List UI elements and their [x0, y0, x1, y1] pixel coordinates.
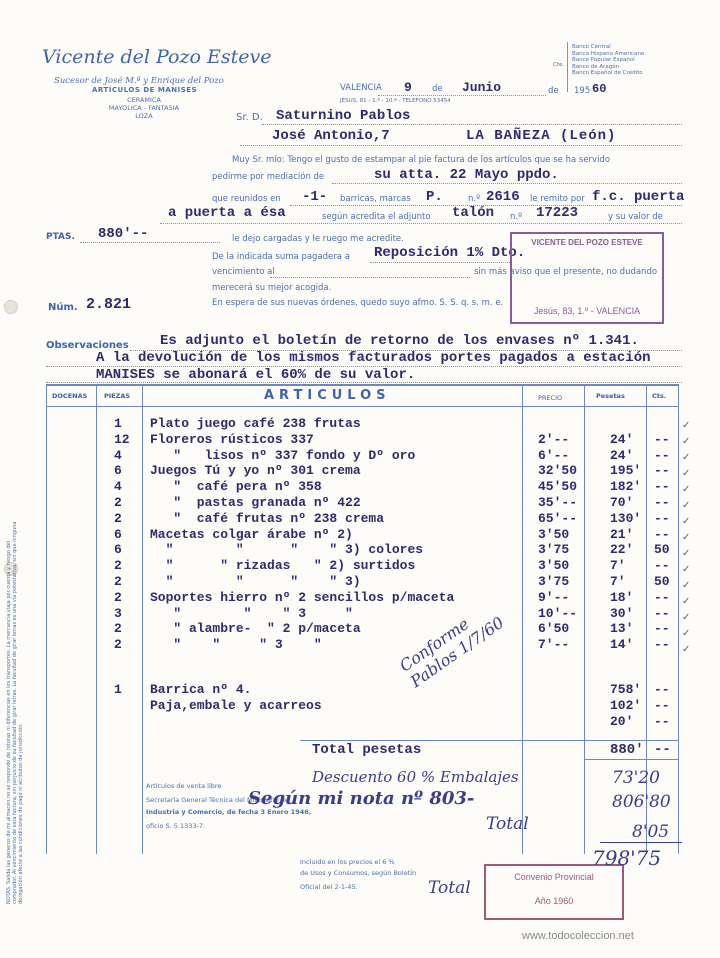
- bank: Banco Popular Español: [572, 57, 635, 63]
- row-articulo: Floreros rústicos 337: [150, 431, 314, 447]
- hand-sub2: 8'05: [632, 822, 670, 842]
- row-piezas: 2: [114, 589, 122, 605]
- bank: Banco Central: [572, 44, 611, 50]
- header-docenas: DOCENAS: [52, 392, 88, 400]
- row-piezas: 4: [114, 447, 122, 463]
- talon-n-value: 17223: [536, 205, 579, 221]
- address-line: JESUS, 81 - 1.º - 10.ª - TELEFONO 53454: [340, 98, 451, 104]
- date-day: 9: [404, 80, 412, 95]
- banks-list: [572, 44, 644, 77]
- recipient-prefix: Sr. D.: [236, 112, 263, 123]
- valor-label: y su valor de: [608, 212, 663, 222]
- row-precio: 2'--: [538, 431, 570, 447]
- row-piezas: 2: [114, 574, 122, 589]
- stamp-company: VICENTE DEL POZO ESTEVE: [531, 238, 643, 247]
- row-piezas: 2: [114, 637, 122, 653]
- incluido-line: Oficial del 2-1-45.: [300, 883, 358, 891]
- espera-text: En espera de sus nuevas órdenes, quedo suyo afmo. S. S. q. s. m. e.: [212, 298, 504, 308]
- row-pesetas: 14': [610, 637, 634, 653]
- reunidos-value: -1-: [302, 189, 328, 205]
- row-piezas: 1: [114, 682, 122, 697]
- row-pesetas: 20': [610, 713, 634, 729]
- date-de1: de: [432, 84, 443, 94]
- row-cts: 50: [654, 542, 670, 558]
- merecera-text: merecerá su mejor acogida.: [212, 283, 332, 293]
- row-pesetas: 130': [610, 510, 642, 526]
- vencimiento-label: vencimiento al: [212, 267, 275, 277]
- table-row: [0, 621, 720, 637]
- convenio-line1: Convenio Provincial: [514, 872, 594, 882]
- convenio-stamp: [484, 864, 624, 920]
- punch-hole: [4, 300, 18, 314]
- table-row: [0, 432, 720, 448]
- venta-line: Artículos de venta libre: [146, 782, 222, 790]
- row-cts: --: [654, 463, 670, 479]
- row-cts: 50: [654, 574, 670, 589]
- num-value: 2.821: [86, 296, 132, 313]
- row-cts: --: [654, 697, 670, 713]
- row-precio: 9'--: [538, 589, 570, 605]
- row-piezas: 3: [114, 605, 122, 621]
- hand-descuento-value: 73'20: [612, 768, 660, 788]
- table-row: [0, 574, 720, 590]
- hand-total1: Total: [486, 814, 529, 834]
- row-pesetas: 30': [610, 605, 634, 621]
- hand-signature: Conforme Pablos 1/7/60: [396, 612, 508, 692]
- row-piezas: 1: [114, 416, 122, 431]
- row-precio: 32'50: [538, 463, 578, 479]
- row-articulo: Paja,embale y acarreos: [150, 697, 322, 713]
- bank: Banco Español de Crédito: [572, 70, 643, 76]
- row-articulo: " " " 3 ": [150, 637, 322, 653]
- row-pesetas: 70': [610, 495, 634, 510]
- row-cts: --: [654, 479, 670, 495]
- intro-text: Muy Sr. mío: Tengo el gusto de estampar al pie factura de los artículos que se ha servido: [232, 155, 611, 165]
- table-row: [0, 463, 720, 479]
- header-piezas: PIEZAS: [104, 392, 131, 400]
- row-pesetas: 21': [610, 526, 634, 542]
- row-pesetas: 24': [610, 431, 634, 447]
- stamp-address: Jesús, 83, 1.º - VALENCIA: [533, 306, 641, 316]
- n-label: n.º: [468, 194, 481, 204]
- row-articulo: " café pera nº 358: [150, 479, 322, 495]
- trade-line: ARTICULOS DE MANISES: [92, 86, 198, 94]
- row-cts: --: [654, 682, 670, 697]
- row-articulo: Plato juego café 238 frutas: [150, 416, 361, 431]
- row-precio: 10'--: [538, 605, 578, 621]
- pedido-value: su atta. 22 Mayo ppdo.: [374, 167, 559, 183]
- recipient-street: José Antonio,7: [272, 128, 390, 144]
- company-name: Vicente del Pozo Esteve: [42, 46, 272, 68]
- row-pesetas: 195': [610, 463, 642, 479]
- row-articulo: Macetas colgar árabe nº 2): [150, 526, 353, 542]
- row-piezas: 2: [114, 495, 122, 510]
- puerta-value: a puerta a ésa: [168, 205, 286, 221]
- hand-final-label: Total: [428, 878, 471, 898]
- remito-value: f.c. puerta: [592, 189, 685, 205]
- recipient-city: LA BAÑEZA (León): [466, 128, 617, 144]
- venta-line: Secretaría General Técnica del Ministerio de: [146, 796, 289, 804]
- row-pesetas: 18': [610, 589, 634, 605]
- row-articulo: Juegos Tú y yo nº 301 crema: [150, 463, 361, 479]
- aviso-label: sin más aviso que el presente, no dudando: [474, 267, 658, 277]
- row-piezas: 2: [114, 621, 122, 637]
- row-pesetas: 758': [610, 682, 642, 697]
- table-row: [0, 558, 720, 574]
- row-cts: --: [654, 713, 670, 729]
- row-precio: 65'--: [538, 510, 578, 526]
- row-pesetas: 13': [610, 621, 634, 637]
- row-cts: --: [654, 510, 670, 526]
- date-city: VALENCIA: [340, 83, 382, 93]
- table-row: [0, 416, 720, 432]
- company-stamp: [510, 232, 664, 324]
- hand-segun: Según mi nota nº 803-: [248, 788, 475, 809]
- watermark: www.todocoleccion.net: [522, 930, 634, 942]
- table-row: [0, 606, 720, 622]
- row-piezas: 2: [114, 510, 122, 526]
- hand-final-value: 798'75: [592, 846, 662, 870]
- table-row: [0, 682, 720, 698]
- row-pesetas: 22': [610, 542, 634, 558]
- row-cts: --: [654, 526, 670, 542]
- row-articulo: Barrica nº 4.: [150, 682, 252, 697]
- row-precio: 35'--: [538, 495, 578, 510]
- successor-line: Sucesor de José M.ª y Enrique del Pozo: [54, 76, 224, 86]
- incluido-note: [300, 858, 416, 891]
- observaciones-line1: Es adjunto el boletín de retorno de los envases nº 1.341.: [160, 333, 639, 349]
- total-cts: --: [654, 742, 671, 758]
- row-piezas: 6: [114, 526, 122, 542]
- table-row: [0, 527, 720, 543]
- row-pesetas: 24': [610, 447, 634, 463]
- table-row: [0, 590, 720, 606]
- row-articulo: " " rizadas " 2) surtidos: [150, 558, 416, 574]
- row-articulo: " " " " 3): [150, 574, 361, 589]
- date-year-prefix: 195: [574, 86, 591, 96]
- venta-line: oficio S. 5.1333-7.: [146, 822, 206, 830]
- observaciones-label: Observaciones: [46, 340, 129, 351]
- row-piezas: 12: [114, 431, 130, 447]
- row-precio: 3'75: [538, 574, 570, 589]
- row-pesetas: 182': [610, 479, 642, 495]
- reunidos-label: que reunidos en: [212, 194, 281, 204]
- row-piezas: 6: [114, 542, 122, 558]
- row-precio: 3'50: [538, 558, 570, 574]
- row-precio: 7'--: [538, 637, 570, 653]
- row-precio: 3'50: [538, 526, 570, 542]
- row-cts: --: [654, 447, 670, 463]
- incluido-line: de Usos y Consumos, según Boletín: [300, 869, 417, 877]
- row-articulo: " pastas granada nº 422: [150, 495, 361, 510]
- num-label: Núm.: [48, 302, 78, 313]
- row-articulo: " " " " 3) colores: [150, 542, 424, 558]
- barricas-label: barricas, marcas: [340, 194, 411, 204]
- date-de2: de: [548, 86, 559, 96]
- indicada-value: Reposición 1% Dto.: [374, 245, 526, 261]
- row-pesetas: 7': [610, 558, 626, 574]
- row-cts: --: [654, 558, 670, 574]
- acredita-label: según acredita el adjunto: [322, 212, 431, 222]
- acredita-value: talón: [452, 205, 495, 221]
- row-cts: --: [654, 637, 670, 653]
- header-pesetas: Pesetas: [596, 392, 625, 400]
- table-row: [0, 714, 720, 730]
- row-articulo: " lisos nº 337 fondo y Dº oro: [150, 447, 416, 463]
- incluido-line: Incluido en los precios el 6 %: [300, 858, 395, 866]
- venta-line: Industria y Comercio, de fecha 3 Enero 1946,: [146, 808, 312, 816]
- row-precio: 45'50: [538, 479, 578, 495]
- row-pesetas: 7': [610, 574, 626, 589]
- hand-descuento: Descuento 60 % Embalajes: [312, 768, 519, 786]
- total-label: Total pesetas: [312, 742, 422, 758]
- header-precio: PRECIO: [538, 394, 563, 402]
- row-cts: --: [654, 589, 670, 605]
- indicada-label: De la indicada suma pagadera a: [212, 252, 350, 262]
- row-articulo: Soportes hierro nº 2 sencillos p/maceta: [150, 589, 455, 605]
- cargadas-text: le dejo cargadas y le ruego me acredite.: [232, 234, 404, 244]
- remito-label: le remito por: [530, 194, 585, 204]
- table-row: [0, 511, 720, 527]
- product-line: LOZA: [135, 112, 153, 120]
- row-cts: --: [654, 621, 670, 637]
- row-cts: --: [654, 431, 670, 447]
- table-row: [0, 637, 720, 653]
- table-row: [0, 698, 720, 714]
- ptas-value: 880'--: [98, 226, 149, 242]
- table-row: [0, 495, 720, 511]
- header-articulos: ARTICULOS: [264, 388, 391, 403]
- banks-prefix: Cte.: [553, 62, 565, 68]
- date-month: Junio: [462, 80, 502, 95]
- row-precio: 3'75: [538, 542, 570, 558]
- observaciones-line3: MANISES se abonará el 60% de su valor.: [96, 367, 416, 383]
- recipient-name: Saturnino Pablos: [276, 108, 411, 124]
- row-articulo: " café frutas nº 238 crema: [150, 510, 385, 526]
- table-row: [0, 448, 720, 464]
- total-value: 880': [610, 742, 644, 758]
- row-precio: 6'--: [538, 447, 570, 463]
- product-line: MAYOLICA - FANTASIA: [108, 104, 180, 112]
- row-articulo: " alambre- " 2 p/maceta: [150, 621, 361, 637]
- row-articulo: " " " 3 ": [150, 605, 353, 621]
- row-precio: 6'50: [538, 621, 570, 637]
- bank: Banco Hispano Americano: [572, 50, 645, 57]
- bank: Banco de Aragón: [572, 63, 620, 70]
- row-piezas: 4: [114, 479, 122, 495]
- tick-marks: ✓ ✓ ✓ ✓ ✓ ✓ ✓ ✓ ✓ ✓ ✓ ✓ ✓ ✓ ✓: [682, 420, 691, 655]
- table-row: [0, 542, 720, 558]
- row-cts: --: [654, 495, 670, 510]
- side-notes: NOTAS. Salida las géneros de mi almacén no se responde de roturas ni diferencias en los transportes. La mercancía viaja por cuenta y riesgo del comprador. Al vencimiento de esta factura, sin perjuicio de su facultad de girar letras. La facultad de girar letras es una vía potestativa, sin que ninguna derogación afecte a las condiciones de pago ni atributos de jurisdicción.: [6, 521, 24, 904]
- row-pesetas: 102': [610, 697, 642, 713]
- product-lines: [108, 96, 180, 120]
- header-cts: Cts.: [652, 392, 667, 400]
- table-row: [0, 479, 720, 495]
- marcas-value: P.: [426, 189, 443, 205]
- hand-sub1: 806'80: [612, 792, 671, 812]
- ptas-label: PTAS.: [46, 232, 75, 242]
- product-line: CERAMICA: [127, 96, 161, 104]
- talon-n-label: n.º: [510, 212, 523, 222]
- observaciones-line2: A la devolución de los mismos facturados portes pagados a estación: [96, 350, 651, 366]
- pedido-label: pedirme por mediación de: [212, 172, 325, 182]
- date-year-digit: 60: [592, 82, 607, 96]
- row-piezas: 2: [114, 558, 122, 574]
- convenio-line2: Año 1960: [534, 896, 574, 906]
- row-cts: --: [654, 605, 670, 621]
- n-value: 2616: [486, 189, 520, 205]
- row-piezas: 6: [114, 463, 122, 479]
